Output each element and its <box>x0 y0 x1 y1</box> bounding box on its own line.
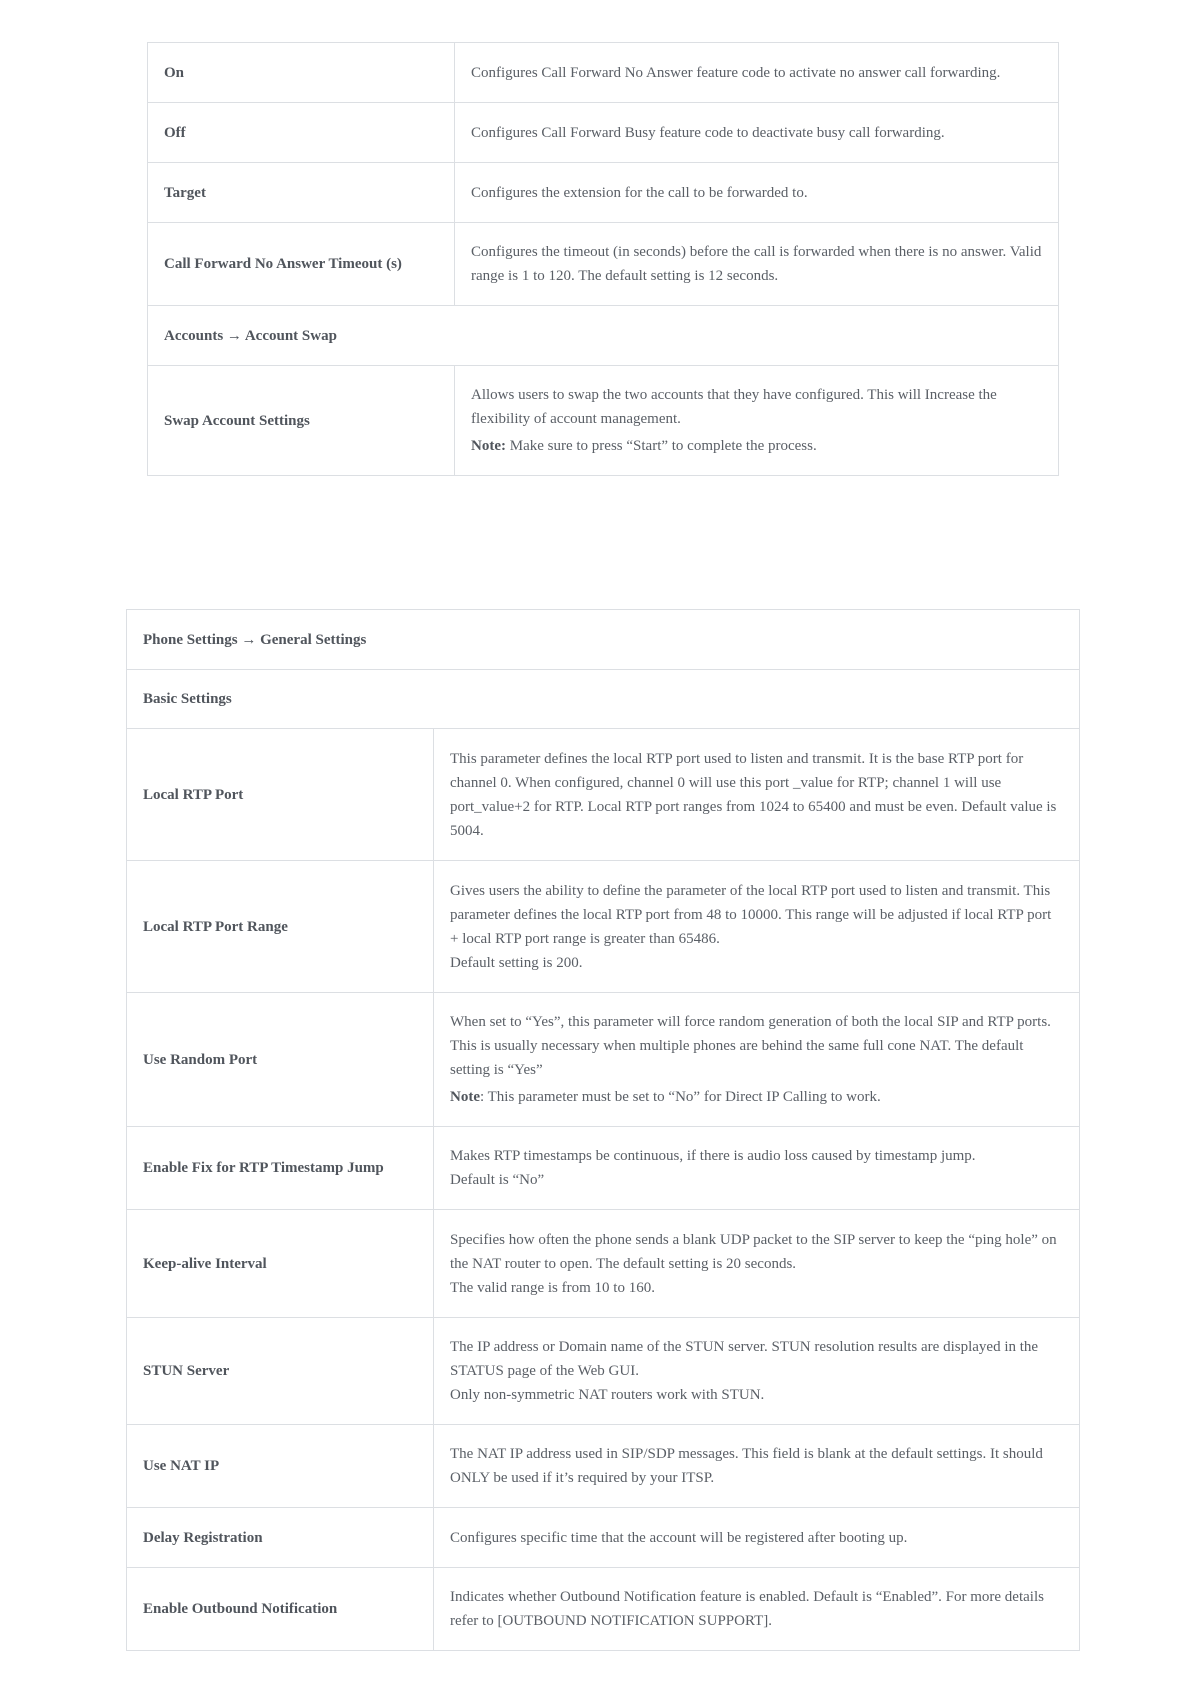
parameter-description: When set to “Yes”, this parameter will force random generation of both the local SIP and RTP ports. This is usually necessary when multiple phones are behind the same full cone NAT. The default setting is “Yes” Note: This parameter must be set to “No” for Direct IP Calling to work. <box>434 993 1080 1127</box>
table-row <box>127 1210 1080 1318</box>
parameter-label: Delay Registration <box>127 1508 434 1568</box>
table-row <box>148 43 1059 103</box>
parameter-description: Configures Call Forward Busy feature code to deactivate busy call forwarding. <box>455 103 1059 163</box>
section-header-row <box>148 306 1059 366</box>
note-line: Note: This parameter must be set to “No” for Direct IP Calling to work. <box>450 1089 881 1105</box>
parameter-label: Swap Account Settings <box>148 366 455 476</box>
parameter-description: Specifies how often the phone sends a blank UDP packet to the SIP server to keep the “ping hole” on the NAT router to open. The default setting is 20 seconds. The valid range is from 10 to 160. <box>434 1210 1080 1318</box>
table-row <box>127 1568 1080 1651</box>
table-row <box>127 1425 1080 1508</box>
parameter-label: STUN Server <box>127 1318 434 1425</box>
parameter-description: Configures the extension for the call to be forwarded to. <box>455 163 1059 223</box>
parameter-label: Keep-alive Interval <box>127 1210 434 1318</box>
section-title: Accounts → Account Swap <box>148 306 1059 366</box>
parameter-description: This parameter defines the local RTP port used to listen and transmit. It is the base RTP port for channel 0. When configured, channel 0 will use this port _value for RTP; channel 1 will use port_value+2 for RTP. Local RTP port ranges from 1024 to 65400 and must be even. Default value is 5004. <box>434 729 1080 861</box>
parameter-label: Local RTP Port Range <box>127 861 434 993</box>
parameter-label: Use Random Port <box>127 993 434 1127</box>
table-row <box>127 1127 1080 1210</box>
call-forward-settings-table <box>147 42 1059 476</box>
parameter-description: Configures the timeout (in seconds) before the call is forwarded when there is no answer. Valid range is 1 to 120. The default setting is 12 seconds. <box>455 223 1059 306</box>
parameter-description: Configures Call Forward No Answer feature code to activate no answer call forwarding. <box>455 43 1059 103</box>
subsection-header-row <box>127 670 1080 729</box>
parameter-label: Enable Outbound Notification <box>127 1568 434 1651</box>
parameter-description: Gives users the ability to define the parameter of the local RTP port used to listen and transmit. This parameter defines the local RTP port from 48 to 10000. This range will be adjusted if local RTP port + local RTP port range is greater than 65486. Default setting is 200. <box>434 861 1080 993</box>
table-row <box>127 1318 1080 1425</box>
parameter-description: Configures specific time that the account will be registered after booting up. <box>434 1508 1080 1568</box>
parameter-label: Call Forward No Answer Timeout (s) <box>148 223 455 306</box>
general-settings-table <box>126 609 1080 1651</box>
parameter-label: Off <box>148 103 455 163</box>
parameter-description: The NAT IP address used in SIP/SDP messages. This field is blank at the default settings. It should ONLY be used if it’s required by your ITSP. <box>434 1425 1080 1508</box>
section-title: Phone Settings → General Settings <box>127 610 1080 670</box>
parameter-description: The IP address or Domain name of the STUN server. STUN resolution results are displayed in the STATUS page of the Web GUI. Only non-symmetric NAT routers work with STUN. <box>434 1318 1080 1425</box>
table-row <box>148 103 1059 163</box>
table-row <box>148 366 1059 476</box>
parameter-label: Enable Fix for RTP Timestamp Jump <box>127 1127 434 1210</box>
section-header-row <box>127 610 1080 670</box>
subsection-title: Basic Settings <box>127 670 1080 729</box>
parameter-label: On <box>148 43 455 103</box>
parameter-description: Allows users to swap the two accounts that they have configured. This will Increase the flexibility of account management. Note: Make sure to press “Start” to complete the process. <box>455 366 1059 476</box>
parameter-label: Use NAT IP <box>127 1425 434 1508</box>
note-line: Note: Make sure to press “Start” to complete the process. <box>471 438 817 454</box>
table-row <box>148 163 1059 223</box>
table-row <box>127 861 1080 993</box>
parameter-description: Indicates whether Outbound Notification feature is enabled. Default is “Enabled”. For more details refer to [OUTBOUND NOTIFICATION SUPPORT]. <box>434 1568 1080 1651</box>
parameter-description: Makes RTP timestamps be continuous, if there is audio loss caused by timestamp jump. Default is “No” <box>434 1127 1080 1210</box>
table-row <box>127 993 1080 1127</box>
parameter-label: Local RTP Port <box>127 729 434 861</box>
table-row <box>148 223 1059 306</box>
table-row <box>127 1508 1080 1568</box>
table-row <box>127 729 1080 861</box>
parameter-label: Target <box>148 163 455 223</box>
